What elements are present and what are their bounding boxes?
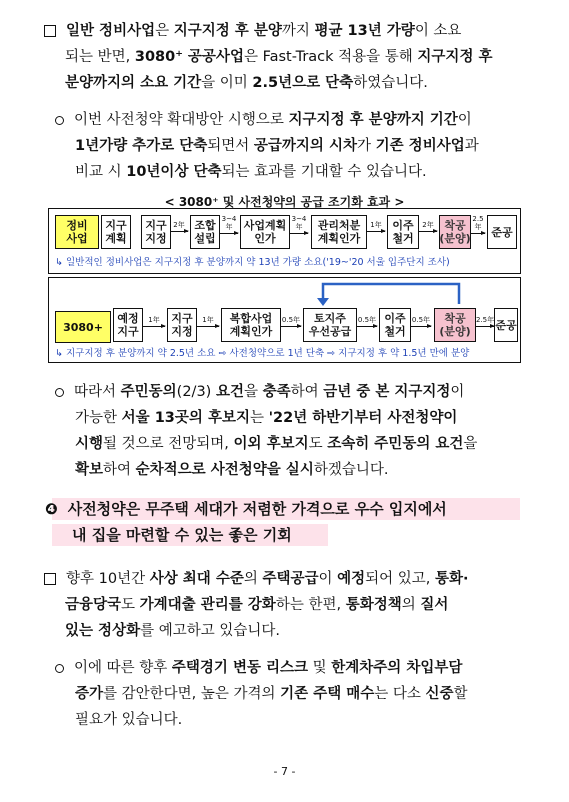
para-1-line-1: 일반 정비사업은 지구지정 후 분양까지 평균 13년 가량이 소요 — [44, 18, 461, 44]
duration-arrow: 1年 — [367, 221, 385, 232]
para-3-line-2: 가능한 서울 13곳의 후보지는 '22년 하반기부터 사전청약이 — [75, 410, 458, 426]
step-box: 준공 — [487, 215, 517, 249]
duration-arrow: 0.5年 — [411, 316, 431, 327]
step-box: 지구 지정 — [167, 308, 197, 342]
page-number: - 7 - — [273, 765, 296, 778]
circle-bullet-icon — [55, 388, 64, 397]
step-box: 조합 설립 — [190, 215, 220, 249]
step-box: 지구 계획 — [101, 215, 131, 249]
para-1-line-2: 되는 반면, 3080⁺ 공공사업은 Fast-Track 적용을 통해 지구지정 후 — [65, 49, 493, 65]
duration-arrow: 2年 — [170, 221, 188, 232]
duration-arrow: 1年 — [143, 316, 165, 327]
start-box-3080: 3080+ — [55, 311, 111, 343]
para-4-line-2: 금융당국도 가계대출 관리를 강화하는 한편, 통화정책의 질서 — [65, 597, 449, 613]
para-2-line-1: 이번 사전청약 확대방안 시행으로 지구지정 후 분양까지 기간이 — [55, 107, 472, 133]
step-box: 준공 — [494, 308, 518, 342]
timeline-diagram-general — [48, 208, 521, 274]
diagram-note: ↳ 지구지정 후 분양까지 약 2.5년 소요 ⇨ 사전청약으로 1년 단축 ⇨ 지구지정 후 약 1.5년 만에 분양 — [55, 348, 470, 359]
para-3-line-3: 시행될 것으로 전망되며, 이외 후보지도 조속히 주민동의 요건을 — [75, 436, 478, 452]
duration-arrow: 2.5 年 — [471, 215, 485, 234]
square-bullet-icon — [44, 25, 56, 37]
duration-arrow: 2年 — [419, 221, 437, 232]
para-5-line-2: 증가를 감안한다면, 높은 가격의 기존 주택 매수는 다소 신중할 — [75, 686, 468, 702]
duration-arrow: 3~4 年 — [290, 215, 308, 234]
duration-arrow: 0.5年 — [281, 316, 301, 327]
para-4-line-1: 향후 10년간 사상 최대 수준의 주택공급이 예정되어 있고, 통화· — [44, 566, 469, 592]
step-box: 복합사업 계획인가 — [221, 308, 281, 342]
step-box-start-construction: 착공 (분양) — [439, 215, 471, 249]
circle-bullet-icon — [55, 664, 64, 673]
circle-bullet-icon — [55, 116, 64, 125]
diagram-caption: < 3080⁺ 및 사전청약의 공급 조기화 효과 > — [164, 195, 405, 209]
circled-number-4-icon: ❹ — [45, 500, 58, 518]
duration-arrow: 0.5年 — [357, 316, 377, 327]
step-box: 이주 철거 — [379, 308, 411, 342]
para-4-line-3: 있는 정상화를 예고하고 있습니다. — [65, 623, 280, 639]
diagram-note: ↳ 일반적인 정비사업은 지구지정 후 분양까지 약 13년 가량 소요('19~'20 서울 입주단지 조사) — [55, 257, 450, 268]
step-box: 이주 철거 — [387, 215, 419, 249]
duration-arrow: 3~4 年 — [220, 215, 238, 234]
para-3-line-4: 확보하여 순차적으로 사전청약을 실시하겠습니다. — [75, 462, 389, 478]
step-box: 예정 지구 — [113, 308, 143, 342]
para-5-line-1: 이에 따른 향후 주택경기 변동 리스크 및 한계차주의 차입부담 — [55, 655, 462, 681]
square-bullet-icon — [44, 573, 56, 585]
section-heading-line-2: 내 집을 마련할 수 있는 좋은 기회 — [72, 526, 292, 544]
start-box-general: 정비 사업 — [55, 215, 99, 249]
para-3-line-1: 따라서 주민동의(2/3) 요건을 충족하여 금년 중 본 지구지정이 — [55, 379, 464, 405]
shortcut-arrow — [49, 278, 520, 308]
step-box-start-construction: 착공 (분양) — [434, 308, 476, 342]
para-1-line-3: 분양까지의 소요 기간을 이미 2.5년으로 단축하였습니다. — [65, 75, 428, 91]
para-2-line-2: 1년가량 추가로 단축되면서 공급까지의 시차가 기존 정비사업과 — [75, 138, 479, 154]
step-box: 지구 지정 — [141, 215, 171, 249]
step-box: 토지주 우선공급 — [303, 308, 357, 342]
step-box: 관리처분 계획인가 — [311, 215, 367, 249]
duration-arrow: 1年 — [197, 316, 219, 327]
section-heading-line-1: ❹ 사전청약은 무주택 세대가 저렴한 가격으로 우수 입지에서 — [45, 500, 447, 518]
step-box: 사업계획 인가 — [240, 215, 290, 249]
duration-arrow: 2.5年 — [476, 316, 494, 327]
timeline-diagram-3080 — [48, 277, 521, 363]
para-2-line-3: 비교 시 10년이상 단축되는 효과를 기대할 수 있습니다. — [75, 164, 427, 180]
para-5-line-3: 필요가 있습니다. — [75, 712, 183, 728]
